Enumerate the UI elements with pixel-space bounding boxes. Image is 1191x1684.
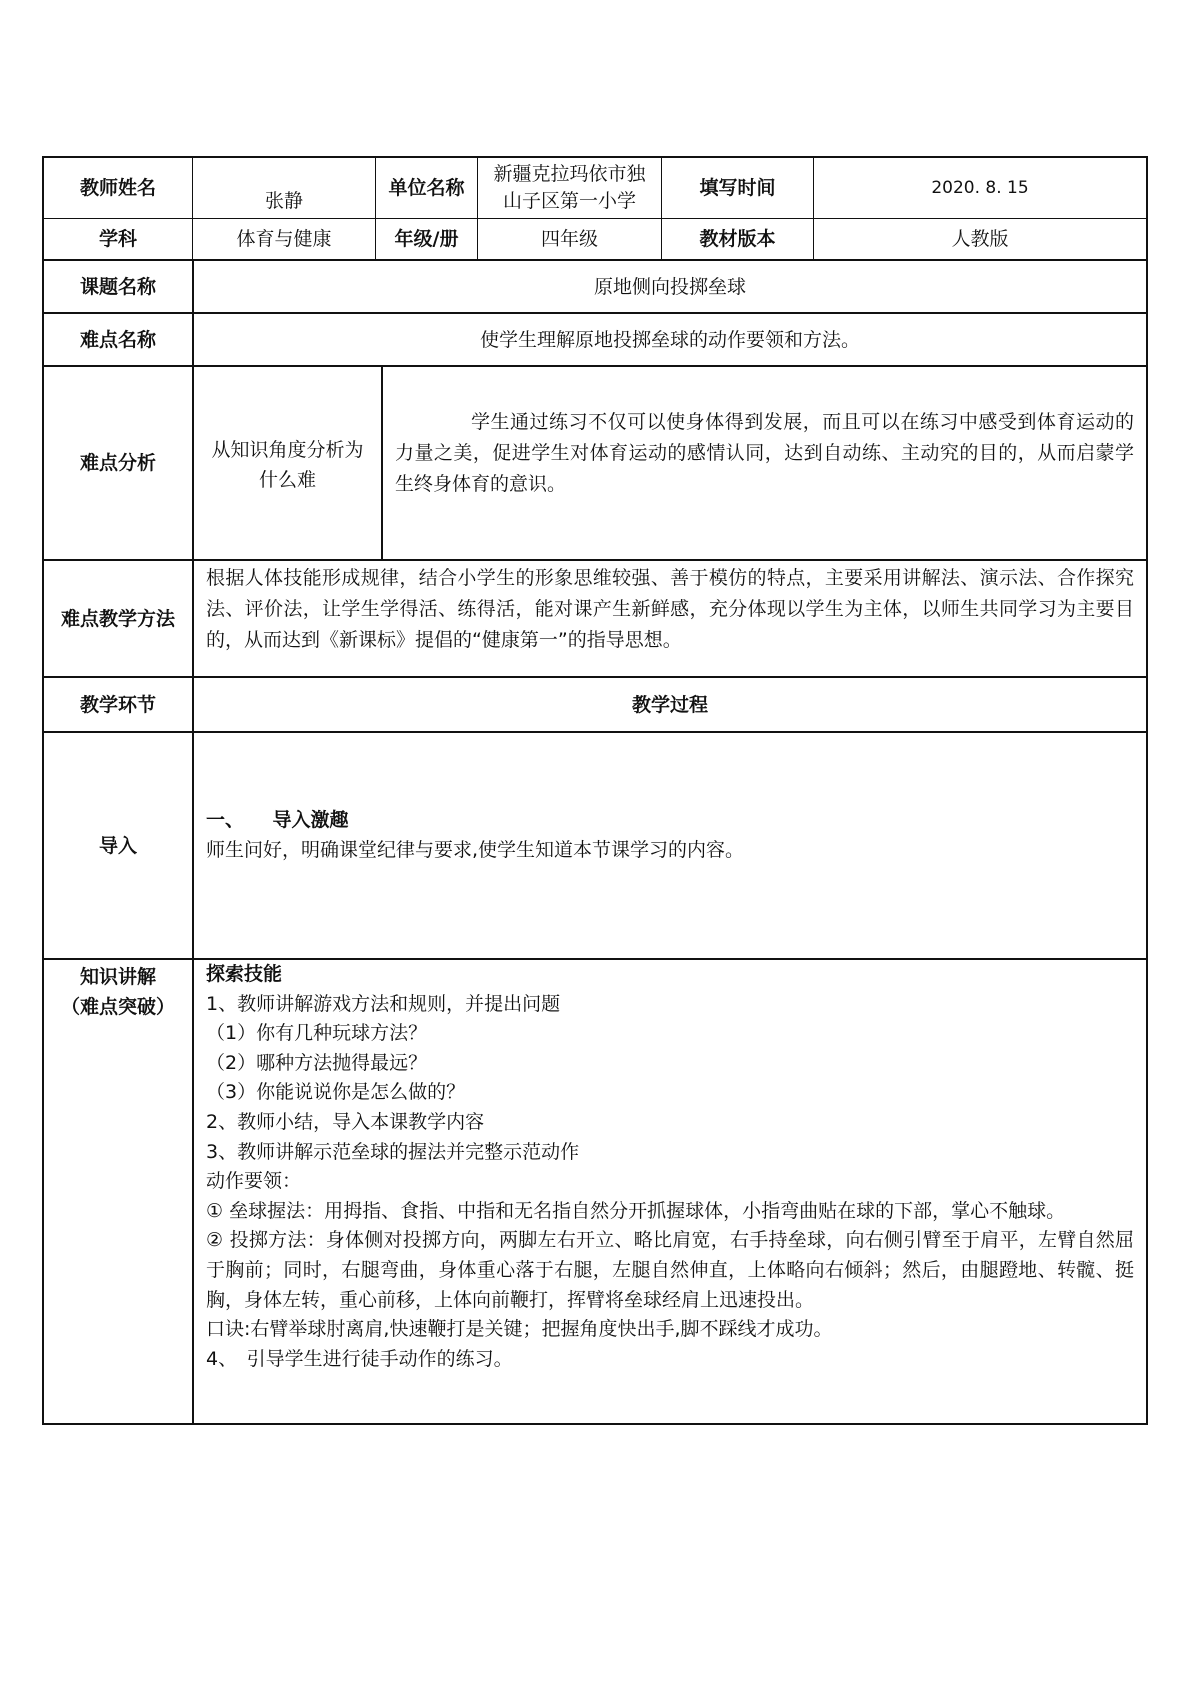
edition-value: 人教版 (813, 219, 1146, 259)
fill-date-label: 填写时间 (661, 158, 813, 218)
knowledge-line-1: 1、教师讲解游戏方法和规则，并提出问题 (206, 992, 561, 1015)
knowledge-line-10: 口诀:右臂举球肘离肩,快速鞭打是关键；把握角度快出手,脚不踩线才成功。 (206, 1318, 833, 1341)
knowledge-line-9: ② 投掷方法：身体侧对投掷方向，两脚左右开立、略比肩宽，右手持垒球，向右侧引臂至于肩平，左臂自然屈于胸前；同时，右腿弯曲，身体重心落于右腿，左腿自然伸直，上体略向右倾斜；然后，由腿蹬地、转髋、挺胸，身体左转，重心前移，上体向前鞭打，挥臂将垒球经肩上迅速投出。 (206, 1229, 1134, 1311)
analysis-sub-label-line2: 什么难 (258, 469, 316, 491)
unit-label: 单位名称 (375, 158, 477, 218)
knowledge-label (44, 960, 192, 1423)
edition-label: 教材版本 (661, 219, 813, 259)
method-row (44, 559, 1146, 676)
grade-label: 年级/册 (375, 219, 477, 259)
lesson-plan-table (42, 156, 1148, 1425)
method-text-cell (192, 561, 1146, 676)
knowledge-line-7: 动作要领： (206, 1170, 302, 1193)
difficulty-row (44, 312, 1146, 365)
analysis-text-cell (381, 367, 1146, 559)
header-row-2 (44, 218, 1146, 259)
knowledge-line-6: 3、教师讲解示范垒球的握法并完整示范动作 (206, 1140, 580, 1163)
knowledge-heading: 探索技能 (206, 963, 283, 985)
analysis-row (44, 365, 1146, 559)
unit-value (477, 158, 661, 218)
intro-text: 师生问好，明确课堂纪律与要求,使学生知道本节课学习的内容。 (206, 839, 745, 861)
header-row-1 (44, 158, 1146, 218)
teacher-name-value: 张静 (192, 158, 375, 218)
topic-row (44, 259, 1146, 312)
unit-value-line2: 山子区第一小学 (502, 190, 636, 212)
knowledge-label-line2: （难点突破） (60, 996, 175, 1018)
knowledge-content (192, 960, 1146, 1423)
knowledge-line-4: （3）你能说说你是怎么做的？ (206, 1081, 466, 1104)
intro-heading: 一、 导入激趣 (206, 809, 349, 831)
process-section-label: 教学环节 (79, 693, 156, 716)
analysis-sub-label-line1: 从知识角度分析为 (211, 439, 364, 461)
knowledge-line-8: ① 垒球握法：用拇指、食指、中指和无名指自然分开抓握球体，小指弯曲贴在球的下部，掌心不触球。 (206, 1199, 1066, 1222)
subject-label: 学科 (98, 228, 137, 250)
analysis-sub-label (192, 367, 381, 559)
intro-row (44, 731, 1146, 958)
knowledge-line-2: （1）你有几种玩球方法？ (206, 1022, 428, 1045)
intro-content (192, 733, 1146, 958)
topic-label: 课题名称 (79, 275, 156, 298)
method-text: 根据人体技能形成规律，结合小学生的形象思维较强、善于模仿的特点，主要采用讲解法、演示法、合作探究法、评价法，让学生学得活、练得活，能对课产生新鲜感，充分体现以学生为主体，以师生共同学习为主要目的，从而达到《新课标》提倡的“健康第一”的指导思想。 (206, 567, 1134, 651)
difficulty-value: 使学生理解原地投掷垒球的动作要领和方法。 (192, 314, 1146, 365)
process-header-row (44, 676, 1146, 731)
intro-label: 导入 (98, 834, 137, 857)
analysis-text: 学生通过练习不仅可以使身体得到发展，而且可以在练习中感受到体育运动的力量之美，促进学生对体育运动的感情认同，达到自动练、主动究的目的，从而启蒙学生终身体育的意识。 (395, 411, 1134, 495)
topic-value: 原地侧向投掷垒球 (192, 261, 1146, 312)
knowledge-label-line1: 知识讲解 (79, 966, 156, 988)
fill-date-value: 2020. 8. 15 (813, 158, 1146, 218)
subject-value: 体育与健康 (192, 219, 375, 259)
teacher-name-label: 教师姓名 (79, 177, 156, 199)
knowledge-line-3: （2）哪种方法抛得最远？ (206, 1051, 428, 1074)
difficulty-label: 难点名称 (79, 328, 156, 351)
knowledge-line-5: 2、教师小结，导入本课教学内容 (206, 1110, 485, 1133)
knowledge-row (44, 958, 1146, 1423)
knowledge-line-11: 4、 引导学生进行徒手动作的练习。 (206, 1347, 513, 1370)
process-header-value: 教学过程 (192, 678, 1146, 731)
analysis-label: 难点分析 (79, 452, 156, 474)
unit-value-line1: 新疆克拉玛依市独 (493, 163, 646, 185)
method-label: 难点教学方法 (60, 607, 175, 630)
grade-value: 四年级 (477, 219, 661, 259)
